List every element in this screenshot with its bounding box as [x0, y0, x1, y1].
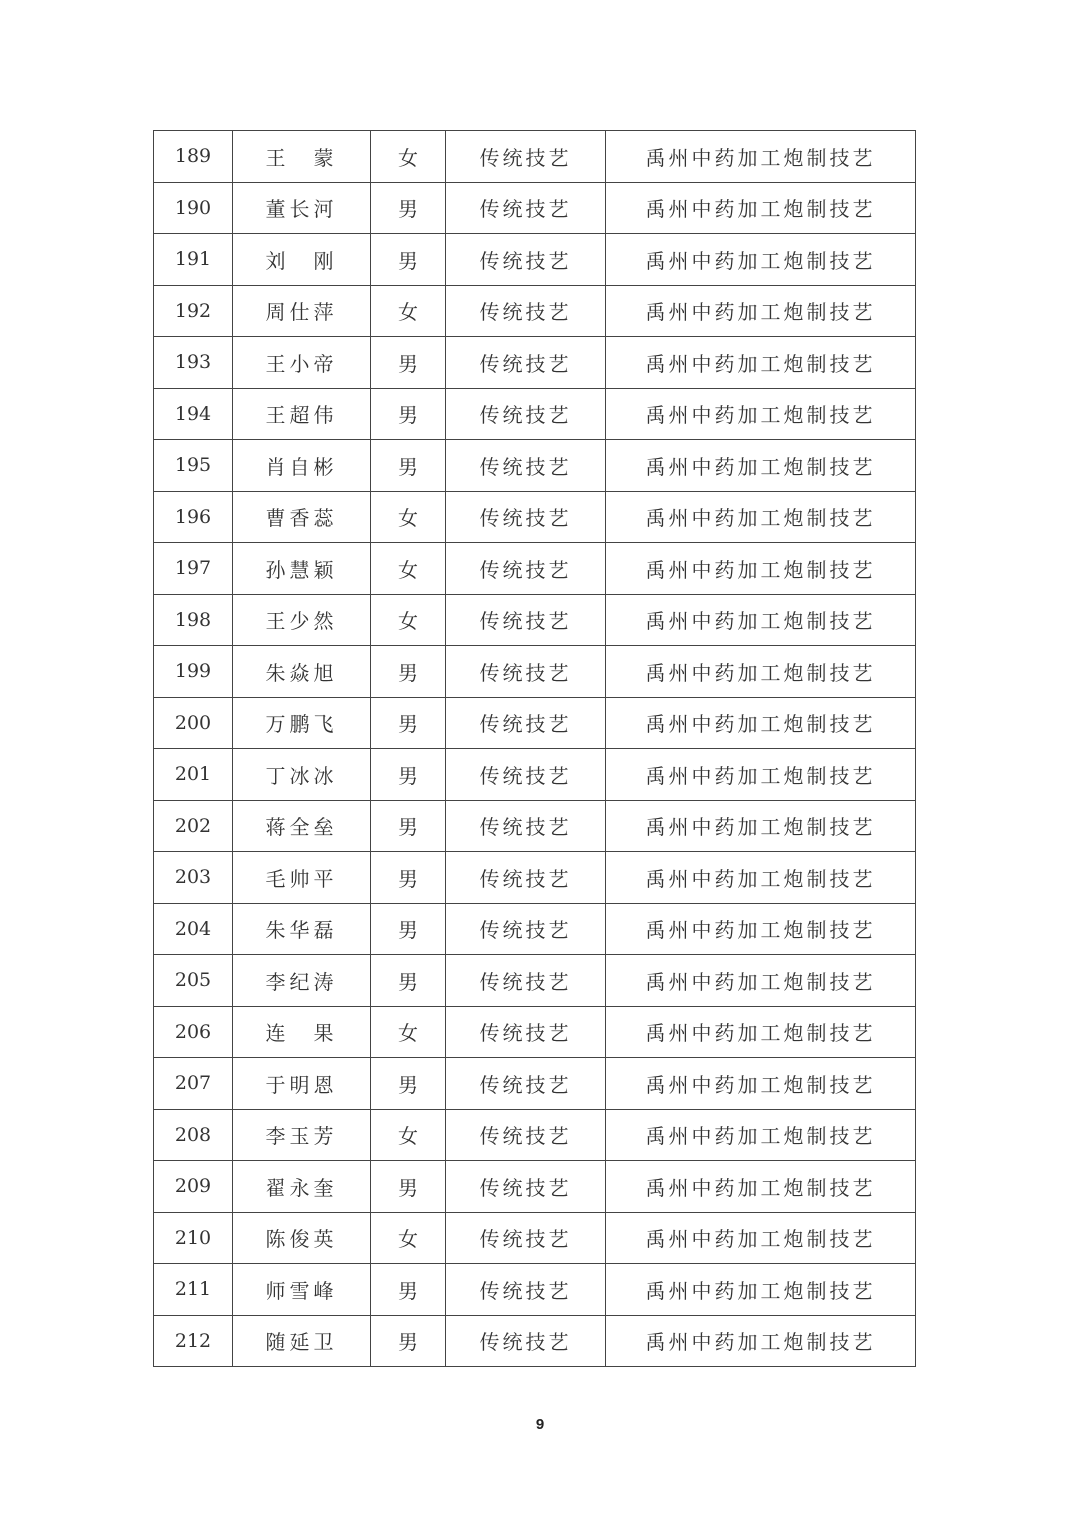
project-cell: 禹州中药加工炮制技艺: [606, 388, 916, 440]
project-cell: 禹州中药加工炮制技艺: [606, 543, 916, 595]
row-number-cell: 190: [154, 182, 233, 234]
name-cell: 于明恩: [233, 1058, 371, 1110]
category-cell: 传统技艺: [446, 1109, 606, 1161]
name-cell: 朱焱旭: [233, 646, 371, 698]
table-row: [154, 697, 916, 749]
project-cell: 禹州中药加工炮制技艺: [606, 234, 916, 286]
name-cell: 曹香蕊: [233, 491, 371, 543]
row-number-cell: 195: [154, 440, 233, 492]
table-row: [154, 1058, 916, 1110]
project-cell: 禹州中药加工炮制技艺: [606, 1058, 916, 1110]
table-row: [154, 1315, 916, 1367]
row-number-cell: 208: [154, 1109, 233, 1161]
row-number-cell: 209: [154, 1161, 233, 1213]
table-row: [154, 440, 916, 492]
category-cell: 传统技艺: [446, 337, 606, 389]
gender-cell: 女: [371, 1006, 446, 1058]
row-number-cell: 210: [154, 1212, 233, 1264]
gender-cell: 女: [371, 491, 446, 543]
row-number-cell: 197: [154, 543, 233, 595]
gender-cell: 男: [371, 646, 446, 698]
table-row: [154, 1161, 916, 1213]
name-cell: 李玉芳: [233, 1109, 371, 1161]
category-cell: 传统技艺: [446, 1161, 606, 1213]
name-cell: 随延卫: [233, 1315, 371, 1367]
gender-cell: 男: [371, 1161, 446, 1213]
table-row: [154, 903, 916, 955]
page-number: 9: [535, 1416, 545, 1433]
table-row: [154, 955, 916, 1007]
project-cell: 禹州中药加工炮制技艺: [606, 749, 916, 801]
name-cell: 翟永奎: [233, 1161, 371, 1213]
category-cell: 传统技艺: [446, 749, 606, 801]
row-number-cell: 205: [154, 955, 233, 1007]
row-number-cell: 206: [154, 1006, 233, 1058]
category-cell: 传统技艺: [446, 440, 606, 492]
category-cell: 传统技艺: [446, 285, 606, 337]
table-row: [154, 646, 916, 698]
table-row: [154, 1212, 916, 1264]
table-row: [154, 1006, 916, 1058]
name-cell: 陈俊英: [233, 1212, 371, 1264]
name-cell: 蒋全垒: [233, 800, 371, 852]
project-cell: 禹州中药加工炮制技艺: [606, 491, 916, 543]
row-number-cell: 202: [154, 800, 233, 852]
project-cell: 禹州中药加工炮制技艺: [606, 337, 916, 389]
project-cell: 禹州中药加工炮制技艺: [606, 1109, 916, 1161]
row-number-cell: 189: [154, 131, 233, 183]
gender-cell: 男: [371, 337, 446, 389]
category-cell: 传统技艺: [446, 543, 606, 595]
project-cell: 禹州中药加工炮制技艺: [606, 440, 916, 492]
gender-cell: 男: [371, 388, 446, 440]
name-cell: 丁冰冰: [233, 749, 371, 801]
category-cell: 传统技艺: [446, 1212, 606, 1264]
name-cell: 周仕萍: [233, 285, 371, 337]
project-cell: 禹州中药加工炮制技艺: [606, 182, 916, 234]
category-cell: 传统技艺: [446, 182, 606, 234]
project-cell: 禹州中药加工炮制技艺: [606, 285, 916, 337]
category-cell: 传统技艺: [446, 491, 606, 543]
gender-cell: 女: [371, 1109, 446, 1161]
gender-cell: 男: [371, 800, 446, 852]
name-cell: 孙慧颖: [233, 543, 371, 595]
table-row: [154, 1264, 916, 1316]
row-number-cell: 204: [154, 903, 233, 955]
category-cell: 传统技艺: [446, 646, 606, 698]
category-cell: 传统技艺: [446, 1058, 606, 1110]
table-row: [154, 234, 916, 286]
project-cell: 禹州中药加工炮制技艺: [606, 955, 916, 1007]
project-cell: 禹州中药加工炮制技艺: [606, 1161, 916, 1213]
table-row: [154, 749, 916, 801]
category-cell: 传统技艺: [446, 1264, 606, 1316]
name-cell: 肖自彬: [233, 440, 371, 492]
category-cell: 传统技艺: [446, 388, 606, 440]
project-cell: 禹州中药加工炮制技艺: [606, 1315, 916, 1367]
name-cell: 王超伟: [233, 388, 371, 440]
row-number-cell: 191: [154, 234, 233, 286]
table-row: [154, 800, 916, 852]
gender-cell: 男: [371, 955, 446, 1007]
name-cell: 刘 刚: [233, 234, 371, 286]
gender-cell: 女: [371, 285, 446, 337]
gender-cell: 男: [371, 440, 446, 492]
row-number-cell: 203: [154, 852, 233, 904]
name-cell: 李纪涛: [233, 955, 371, 1007]
table-body: [154, 131, 916, 1367]
table-row: [154, 1109, 916, 1161]
name-cell: 连 果: [233, 1006, 371, 1058]
category-cell: 传统技艺: [446, 955, 606, 1007]
gender-cell: 女: [371, 594, 446, 646]
name-cell: 毛帅平: [233, 852, 371, 904]
row-number-cell: 194: [154, 388, 233, 440]
name-cell: 朱华磊: [233, 903, 371, 955]
category-cell: 传统技艺: [446, 234, 606, 286]
row-number-cell: 212: [154, 1315, 233, 1367]
category-cell: 传统技艺: [446, 131, 606, 183]
row-number-cell: 199: [154, 646, 233, 698]
gender-cell: 男: [371, 1264, 446, 1316]
gender-cell: 男: [371, 749, 446, 801]
gender-cell: 女: [371, 543, 446, 595]
category-cell: 传统技艺: [446, 1315, 606, 1367]
project-cell: 禹州中药加工炮制技艺: [606, 903, 916, 955]
table-row: [154, 594, 916, 646]
category-cell: 传统技艺: [446, 800, 606, 852]
project-cell: 禹州中药加工炮制技艺: [606, 852, 916, 904]
table-row: [154, 852, 916, 904]
row-number-cell: 193: [154, 337, 233, 389]
name-cell: 王小帝: [233, 337, 371, 389]
category-cell: 传统技艺: [446, 903, 606, 955]
project-cell: 禹州中药加工炮制技艺: [606, 1264, 916, 1316]
inheritor-list-table: [153, 130, 916, 1367]
row-number-cell: 192: [154, 285, 233, 337]
project-cell: 禹州中药加工炮制技艺: [606, 131, 916, 183]
project-cell: 禹州中药加工炮制技艺: [606, 1006, 916, 1058]
table-row: [154, 182, 916, 234]
row-number-cell: 211: [154, 1264, 233, 1316]
row-number-cell: 200: [154, 697, 233, 749]
gender-cell: 男: [371, 697, 446, 749]
gender-cell: 女: [371, 131, 446, 183]
gender-cell: 女: [371, 1212, 446, 1264]
name-cell: 万鹏飞: [233, 697, 371, 749]
gender-cell: 男: [371, 1315, 446, 1367]
row-number-cell: 201: [154, 749, 233, 801]
category-cell: 传统技艺: [446, 594, 606, 646]
gender-cell: 男: [371, 1058, 446, 1110]
row-number-cell: 207: [154, 1058, 233, 1110]
name-cell: 王 蒙: [233, 131, 371, 183]
table-row: [154, 131, 916, 183]
project-cell: 禹州中药加工炮制技艺: [606, 1212, 916, 1264]
project-cell: 禹州中药加工炮制技艺: [606, 697, 916, 749]
category-cell: 传统技艺: [446, 852, 606, 904]
row-number-cell: 196: [154, 491, 233, 543]
gender-cell: 男: [371, 903, 446, 955]
gender-cell: 男: [371, 234, 446, 286]
table-row: [154, 491, 916, 543]
table-row: [154, 285, 916, 337]
name-cell: 王少然: [233, 594, 371, 646]
gender-cell: 男: [371, 182, 446, 234]
project-cell: 禹州中药加工炮制技艺: [606, 800, 916, 852]
category-cell: 传统技艺: [446, 1006, 606, 1058]
name-cell: 董长河: [233, 182, 371, 234]
category-cell: 传统技艺: [446, 697, 606, 749]
project-cell: 禹州中药加工炮制技艺: [606, 646, 916, 698]
table-row: [154, 543, 916, 595]
gender-cell: 男: [371, 852, 446, 904]
project-cell: 禹州中药加工炮制技艺: [606, 594, 916, 646]
table-row: [154, 388, 916, 440]
name-cell: 师雪峰: [233, 1264, 371, 1316]
table-row: [154, 337, 916, 389]
row-number-cell: 198: [154, 594, 233, 646]
